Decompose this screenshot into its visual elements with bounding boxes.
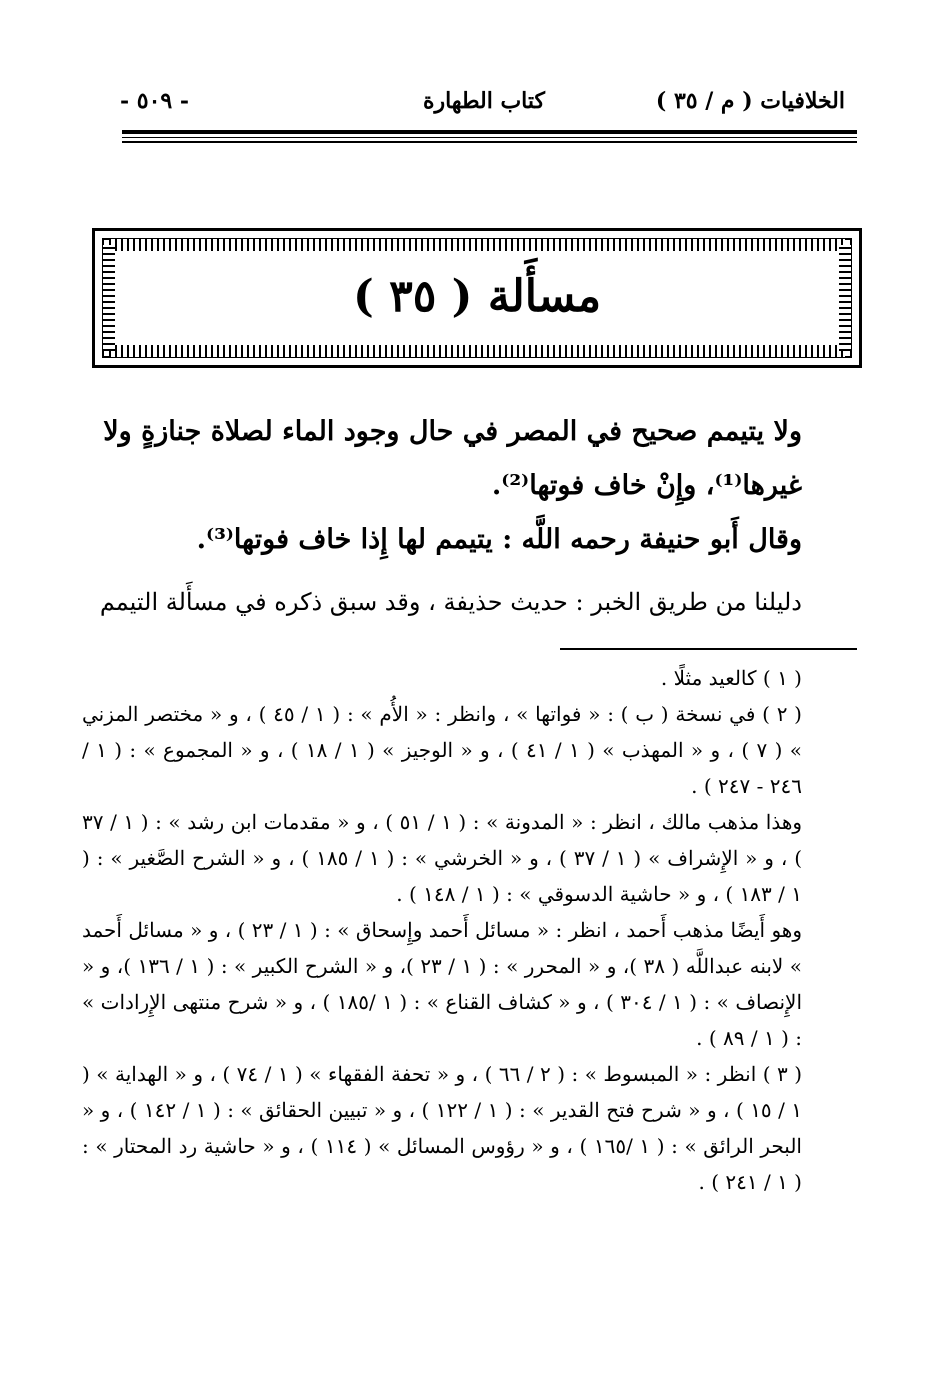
- running-title: الخلافيات ( م / ٣٥ ): [655, 88, 845, 114]
- main-line-3: وقال أَبو حنيفة رحمه اللَّه : يتيمم لها إِذا خاف فوتها⁽³⁾.: [196, 524, 802, 555]
- section-title: كتاب الطهارة: [422, 88, 545, 114]
- footnote-1: ( ١ ) كالعيد مثلًا .: [660, 666, 802, 690]
- issue-title: مسأَلة ( ٣٥ ): [352, 271, 602, 322]
- proof-paragraph: دليلنا من طريق الخبر : حديث حذيفة ، وقد سبق ذكره في مسأَلة التيمم: [99, 588, 802, 616]
- issue-banner: [92, 228, 862, 368]
- header-rule-thin: [122, 137, 857, 138]
- banner-ornament-top: [109, 239, 845, 251]
- page-number: - ٥٠٩ -: [120, 88, 190, 114]
- footnotes: [82, 660, 802, 1200]
- main-text: [92, 405, 802, 567]
- running-header: [110, 82, 845, 126]
- header-rule-bottom: [122, 141, 857, 143]
- footnote-separator: [560, 648, 857, 650]
- main-line-1: ولا يتيمم صحيح في المصر في حال وجود الماء لصلاة جنازةٍ ولا: [103, 416, 802, 447]
- footnote-3: ( ٣ ) انظر : « المبسوط » : ( ٢ / ٦٦ ) ، و « تحفة الفقهاء » ( ١ / ٧٤ ) ، و « الهداية » ( ١ / ١٥ ) ، و « شرح فتح القدير » : ( ١ / ١٢٢ ) ، و « تبيين الحقائق » : ( ١ / ١٤٢ ) ، و « البحر الرائق » : ( ١ /١٦٥ ) ، و « رؤوس المسائل » ( ١١٤ ) ، و « حاشية رد المحتار » : ( ١ / ٢٤١ ) .: [82, 1062, 803, 1194]
- footnote-2: ( ٢ ) في نسخة ( ب ) : « فواتها » ، وانظر : « الأُم » : ( ١ / ٤٥ ) ، و « مختصر المزني » ( ٧ ) ، و « المهذب » ( ١ / ٤١ ) ، و « الوجيز » ( ١ / ١٨ ) ، و « المجموع » : ( ١ / ٢٤٦ - ٢٤٧ ) .: [82, 702, 802, 798]
- header-rule-thick: [122, 130, 857, 134]
- footnote-2-hanbali: وهو أَيضًا مذهب أَحمد ، انظر : « مسائل أَحمد وإِسحاق » : ( ١ / ٢٣ ) ، و « مسائل أَحمد » لابنه عبداللَّه ( ٣٨ )، و « المحرر » : ( ١ / ٢٣ )، و « الشرح الكبير » : ( ١ / ١٣٦ )، و « الإِنصاف » : ( ١ / ٣٠٤ ) ، و « كشاف القناع » : ( ١ /١٨٥ ) ، و « شرح منتهى الإِرادات » : ( ١ / ٨٩ ) .: [82, 918, 803, 1050]
- main-line-2: غيرها⁽¹⁾، وإِنْ خاف فوتها⁽²⁾.: [491, 470, 802, 501]
- footnote-2-maliki: وهذا مذهب مالك ، انظر : « المدونة » : ( ١ / ٥١ ) ، و « مقدمات ابن رشد » : ( ١ / ٣٧ ) ، و « الإِشراف » ( ١ / ٣٧ ) ، و « الخرشي » : ( ١ / ١٨٥ ) ، و « الشرح الصَّغير » : ( ١ / ١٨٣ ) ، و « حاشية الدسوقي » : ( ١ / ١٤٨ ) .: [82, 810, 803, 906]
- banner-ornament-bottom: [109, 345, 845, 357]
